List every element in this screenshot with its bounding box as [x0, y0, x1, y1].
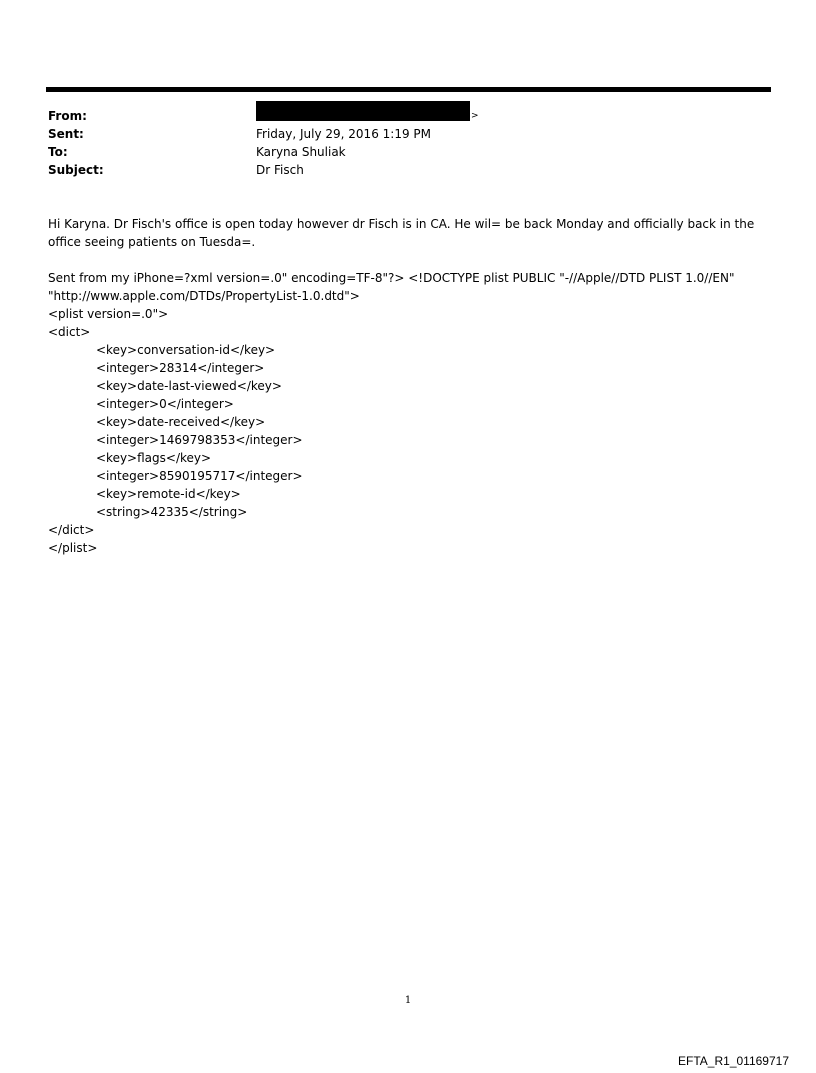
- document-id: EFTA_R1_01169717: [678, 1054, 789, 1068]
- plist-line: <integer>1469798353</integer>: [96, 433, 303, 447]
- body-line: office seeing patients on Tuesda=.: [48, 235, 256, 249]
- to-row: [48, 143, 768, 161]
- from-row: [48, 107, 768, 125]
- email-body: [48, 215, 768, 557]
- page-number: 1: [404, 995, 412, 1006]
- plist-line: <integer>28314</integer>: [96, 361, 265, 375]
- header-rule: [46, 87, 771, 92]
- sent-label: Sent:: [48, 127, 84, 141]
- body-paragraph-1: [48, 215, 768, 251]
- body-paragraph-2: [48, 269, 768, 557]
- sent-row: [48, 125, 768, 143]
- body-line: <plist version=.0">: [48, 307, 169, 321]
- email-header: [48, 107, 768, 179]
- to-value: Karyna Shuliak: [256, 145, 346, 159]
- subject-label: Subject:: [48, 163, 104, 177]
- body-line: Sent from my iPhone=?xml version=.0" encoding=TF-8"?> <!DOCTYPE plist PUBLIC "-//Apple//DTD PLIST 1.0//EN": [48, 271, 735, 285]
- plist-line: <key>conversation-id</key>: [96, 343, 276, 357]
- plist-line: <integer>0</integer>: [96, 397, 234, 411]
- sent-value: Friday, July 29, 2016 1:19 PM: [256, 127, 431, 141]
- plist-line: <key>date-received</key>: [96, 415, 266, 429]
- to-label: To:: [48, 145, 68, 159]
- body-line: "http://www.apple.com/DTDs/PropertyList-1.0.dtd">: [48, 289, 360, 303]
- from-tail: >: [471, 111, 479, 121]
- subject-row: [48, 161, 768, 179]
- body-line: </plist>: [48, 541, 98, 555]
- plist-line: <string>42335</string>: [96, 505, 248, 519]
- body-line: <dict>: [48, 325, 91, 339]
- from-value: [256, 107, 479, 125]
- subject-value: Dr Fisch: [256, 163, 304, 177]
- plist-line: <integer>8590195717</integer>: [96, 469, 303, 483]
- redaction-block: [256, 101, 470, 121]
- body-line: </dict>: [48, 523, 95, 537]
- from-label: From:: [48, 109, 87, 123]
- plist-line: <key>remote-id</key>: [96, 487, 241, 501]
- plist-line: <key>date-last-viewed</key>: [96, 379, 282, 393]
- body-line: Hi Karyna. Dr Fisch's office is open today however dr Fisch is in CA. He wil= be back Monday and officially back in the: [48, 217, 755, 231]
- plist-line: <key>flags</key>: [96, 451, 212, 465]
